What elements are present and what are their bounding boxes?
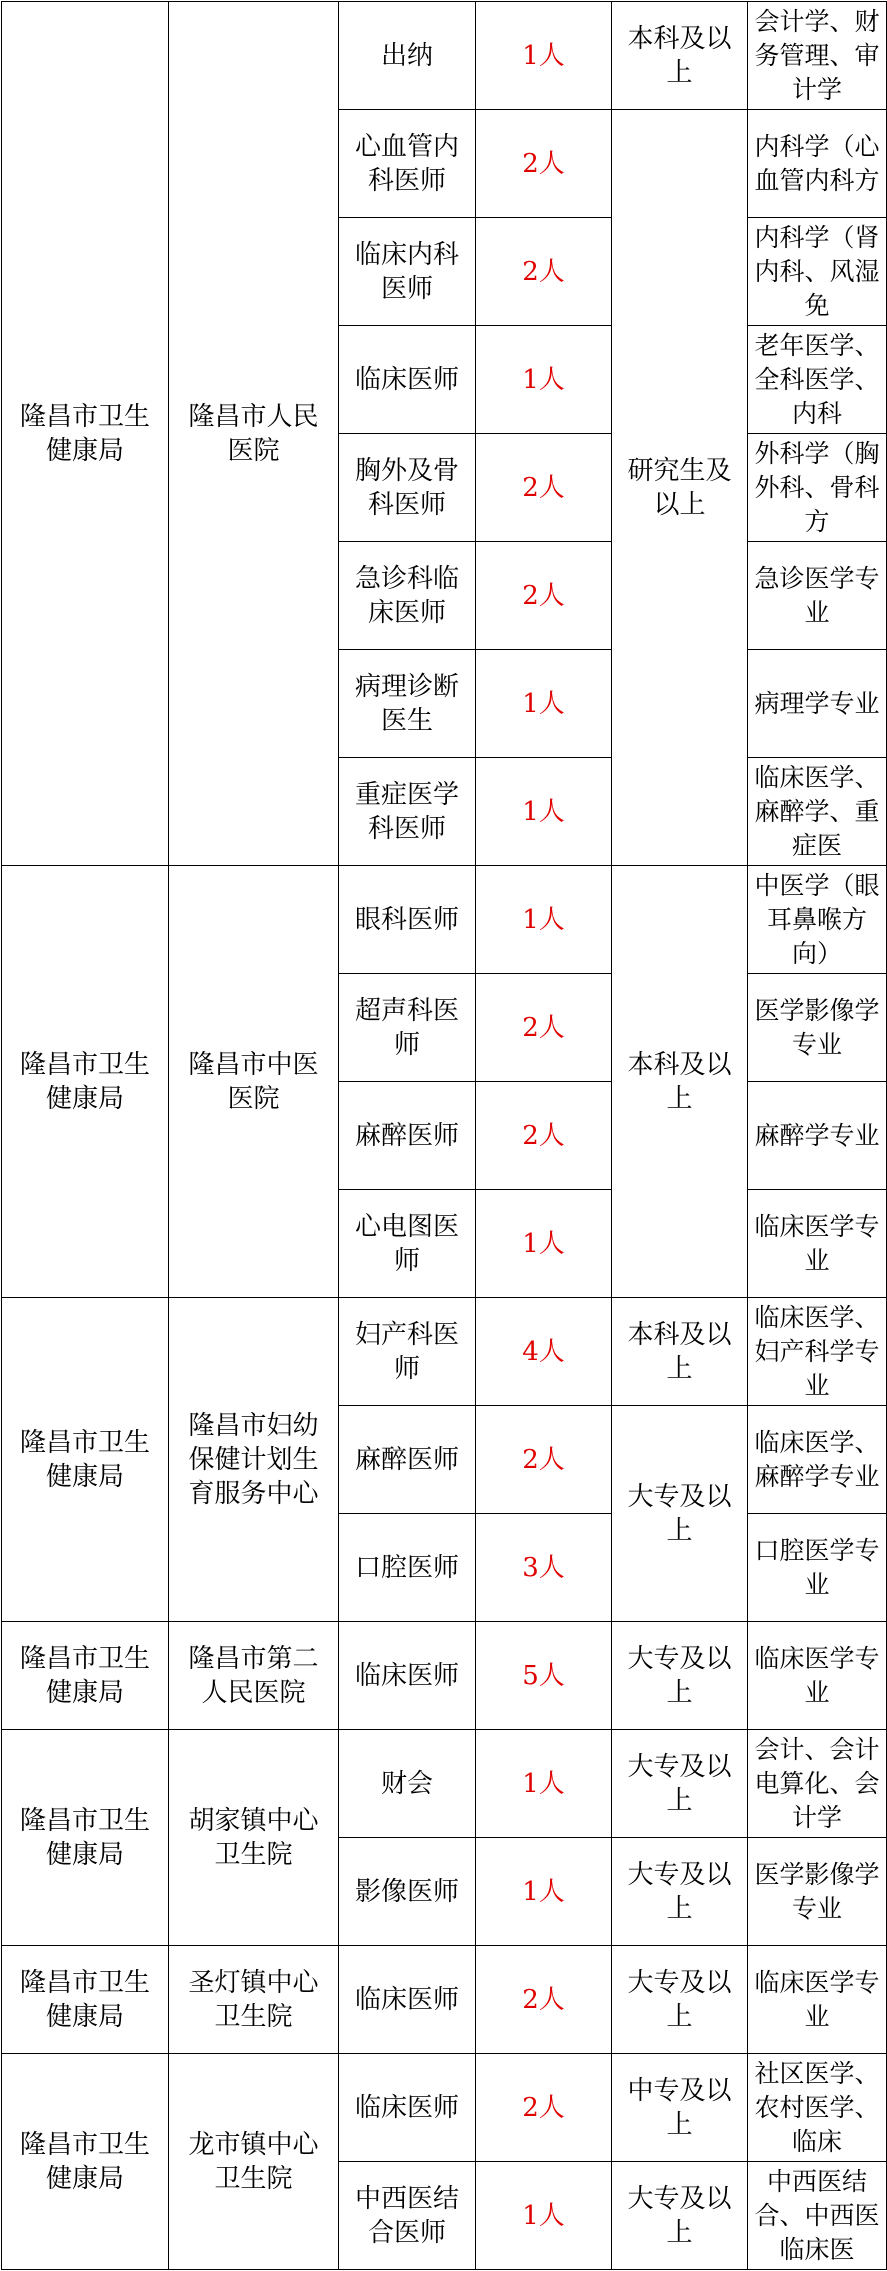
education-cell: 本科及以上: [612, 866, 748, 1298]
major-text: 社区医学、农村医学、临床: [754, 2058, 880, 2156]
major-text: 病理学专业: [754, 688, 880, 718]
major-text: 医学影像学专业: [754, 995, 880, 1059]
major-cell: [748, 1190, 887, 1298]
count-cell: 1人: [476, 758, 612, 866]
post-cell: 心血管内科医师: [339, 110, 476, 218]
major-text: 中西医结合、中西医临床医: [754, 2166, 880, 2264]
count-cell: 3人: [476, 1514, 612, 1622]
post-cell: 心电图医师: [339, 1190, 476, 1298]
major-text: 临床医学专业: [754, 1643, 880, 1707]
post-cell: 临床内科医师: [339, 218, 476, 326]
unit-cell: 隆昌市人民医院: [169, 2, 339, 866]
major-cell: [748, 1406, 887, 1514]
major-cell: [748, 1082, 887, 1190]
recruitment-table: [1, 1, 887, 2270]
major-cell: [748, 326, 887, 434]
major-text: 内科学（肾内科、风湿免: [754, 222, 880, 320]
education-cell: 大专及以上: [612, 1730, 748, 1838]
major-cell: [748, 974, 887, 1082]
major-text: 老年医学、全科医学、内科: [754, 330, 880, 428]
department-cell: 隆昌市卫生健康局: [2, 2054, 169, 2270]
unit-cell: 胡家镇中心卫生院: [169, 1730, 339, 1946]
education-cell: 大专及以上: [612, 2162, 748, 2270]
major-cell: [748, 2, 887, 110]
count-cell: 1人: [476, 866, 612, 974]
major-cell: [748, 434, 887, 542]
major-cell: [748, 542, 887, 650]
count-cell: 1人: [476, 650, 612, 758]
count-cell: 1人: [476, 326, 612, 434]
education-cell: 研究生及以上: [612, 110, 748, 866]
count-cell: 1人: [476, 1190, 612, 1298]
major-text: 口腔医学专业: [754, 1535, 880, 1599]
unit-cell: 隆昌市妇幼保健计划生育服务中心: [169, 1298, 339, 1622]
major-cell: [748, 1946, 887, 2054]
count-cell: 2人: [476, 2054, 612, 2162]
post-cell: 急诊科临床医师: [339, 542, 476, 650]
education-cell: 本科及以上: [612, 1298, 748, 1406]
education-cell: 大专及以上: [612, 1622, 748, 1730]
post-cell: 超声科医师: [339, 974, 476, 1082]
count-cell: 5人: [476, 1622, 612, 1730]
major-text: 临床医学专业: [754, 1967, 880, 2031]
major-text: 临床医学、麻醉学、重症医: [754, 762, 880, 860]
count-cell: 2人: [476, 1946, 612, 2054]
major-cell: [748, 650, 887, 758]
post-cell: 临床医师: [339, 1946, 476, 2054]
table-row: [2, 866, 887, 974]
table-row: [2, 2, 887, 110]
education-cell: 本科及以上: [612, 2, 748, 110]
post-cell: 临床医师: [339, 2054, 476, 2162]
major-cell: [748, 1622, 887, 1730]
post-cell: 重症医学科医师: [339, 758, 476, 866]
post-cell: 影像医师: [339, 1838, 476, 1946]
major-text: 医学影像学专业: [754, 1859, 880, 1923]
post-cell: 临床医师: [339, 1622, 476, 1730]
table-row: [2, 1298, 887, 1406]
post-cell: 中西医结合医师: [339, 2162, 476, 2270]
major-text: 内科学（心血管内科方: [754, 131, 880, 195]
unit-cell: 隆昌市第二人民医院: [169, 1622, 339, 1730]
count-cell: 2人: [476, 434, 612, 542]
department-cell: 隆昌市卫生健康局: [2, 866, 169, 1298]
department-cell: 隆昌市卫生健康局: [2, 1730, 169, 1946]
major-cell: [748, 1514, 887, 1622]
count-cell: 1人: [476, 2, 612, 110]
table-row: [2, 1946, 887, 2054]
table-row: [2, 1622, 887, 1730]
table-row: [2, 1730, 887, 1838]
post-cell: 眼科医师: [339, 866, 476, 974]
count-cell: 2人: [476, 542, 612, 650]
count-cell: 1人: [476, 2162, 612, 2270]
major-cell: [748, 2054, 887, 2162]
post-cell: 麻醉医师: [339, 1082, 476, 1190]
post-cell: 胸外及骨科医师: [339, 434, 476, 542]
major-text: 会计学、财务管理、审计学: [754, 6, 880, 104]
education-cell: 大专及以上: [612, 1838, 748, 1946]
major-cell: [748, 2162, 887, 2270]
count-cell: 2人: [476, 1406, 612, 1514]
post-cell: 出纳: [339, 2, 476, 110]
count-cell: 1人: [476, 1730, 612, 1838]
count-cell: 1人: [476, 1838, 612, 1946]
major-cell: [748, 1730, 887, 1838]
major-text: 中医学（眼耳鼻喉方向）: [754, 870, 880, 968]
post-cell: 妇产科医师: [339, 1298, 476, 1406]
major-cell: [748, 110, 887, 218]
major-cell: [748, 866, 887, 974]
department-cell: 隆昌市卫生健康局: [2, 1298, 169, 1622]
major-text: 临床医学、妇产科学专业: [754, 1302, 880, 1400]
major-text: 外科学（胸外科、骨科方: [754, 438, 880, 536]
major-cell: [748, 218, 887, 326]
unit-cell: 隆昌市中医医院: [169, 866, 339, 1298]
count-cell: 2人: [476, 974, 612, 1082]
education-cell: 中专及以上: [612, 2054, 748, 2162]
education-cell: 大专及以上: [612, 1946, 748, 2054]
post-cell: 口腔医师: [339, 1514, 476, 1622]
education-cell: 大专及以上: [612, 1406, 748, 1622]
count-cell: 2人: [476, 1082, 612, 1190]
department-cell: 隆昌市卫生健康局: [2, 1622, 169, 1730]
count-cell: 4人: [476, 1298, 612, 1406]
post-cell: 病理诊断医生: [339, 650, 476, 758]
major-cell: [748, 1838, 887, 1946]
count-cell: 2人: [476, 110, 612, 218]
post-cell: 临床医师: [339, 326, 476, 434]
department-cell: 隆昌市卫生健康局: [2, 2, 169, 866]
major-text: 麻醉学专业: [754, 1120, 880, 1150]
major-text: 临床医学专业: [754, 1211, 880, 1275]
major-text: 会计、会计电算化、会计学: [754, 1734, 880, 1832]
department-cell: 隆昌市卫生健康局: [2, 1946, 169, 2054]
major-cell: [748, 1298, 887, 1406]
count-cell: 2人: [476, 218, 612, 326]
unit-cell: 圣灯镇中心卫生院: [169, 1946, 339, 2054]
major-text: 急诊医学专业: [754, 563, 880, 627]
major-cell: [748, 758, 887, 866]
post-cell: 麻醉医师: [339, 1406, 476, 1514]
unit-cell: 龙市镇中心卫生院: [169, 2054, 339, 2270]
major-text: 临床医学、麻醉学专业: [754, 1427, 880, 1491]
post-cell: 财会: [339, 1730, 476, 1838]
table-row: [2, 2054, 887, 2162]
